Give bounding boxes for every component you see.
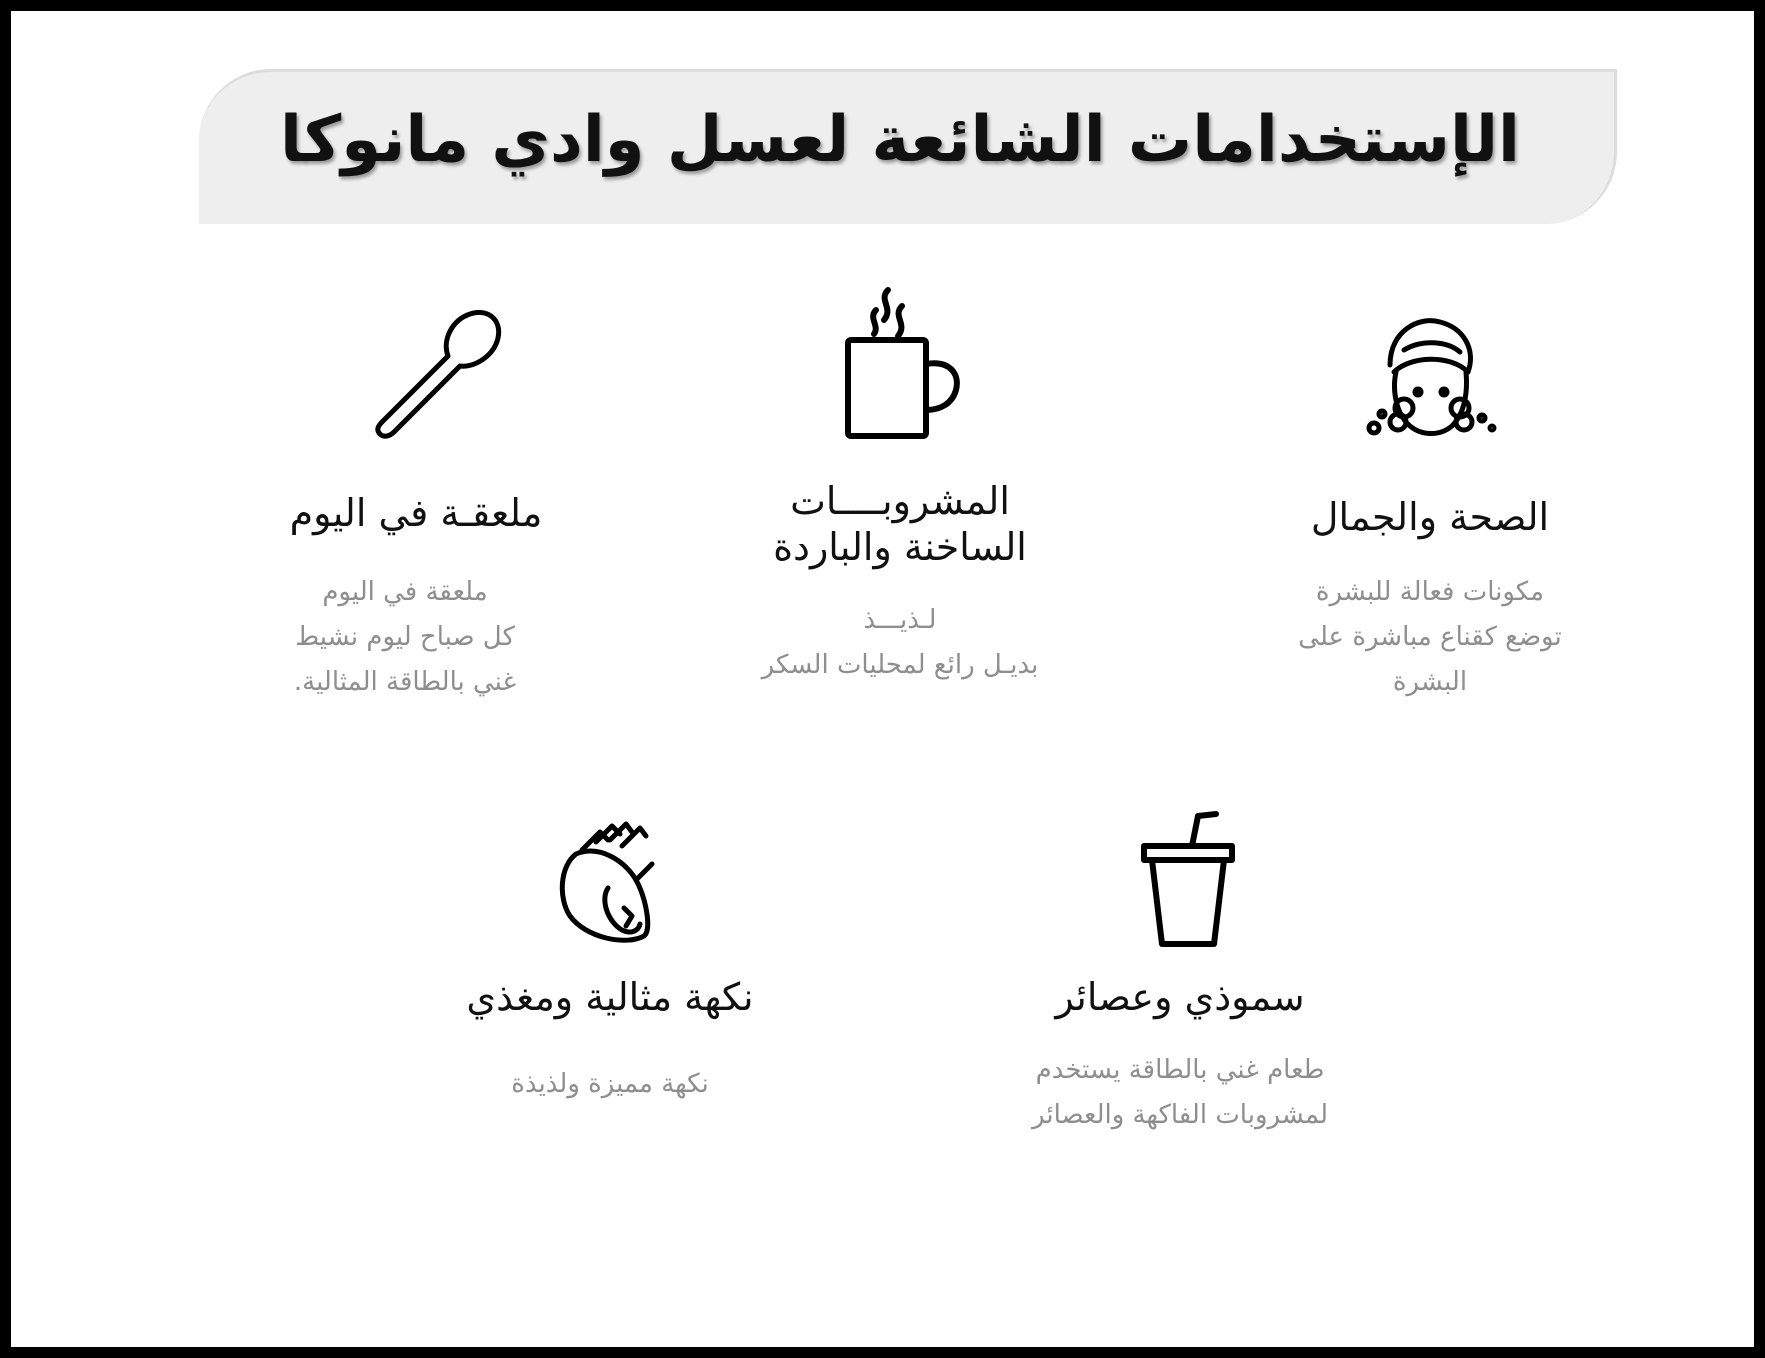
card-desc-health-beauty: مكونات فعالة للبشرة توضع كقناع مباشرة على البشرة [1298, 577, 1562, 697]
spoon-icon [374, 310, 506, 442]
card-desc-smoothie: طعام غني بالطاقة يستخدم لمشروبات الفاكهة والعصائر [1031, 1055, 1329, 1130]
card-title-smoothie: سموذي وعصائر [1055, 975, 1305, 1019]
card-desc-drinks: لـذيـــذ بديـل رائع لمحليات السكر [761, 605, 1039, 680]
card-title-drinks: المشروبــــات الساخنة والباردة [773, 479, 1027, 569]
card-title-health-beauty: الصحة والجمال [1310, 495, 1550, 539]
food-bowl-icon [556, 818, 668, 946]
page-title: الإستخدامات الشائعة لعسل وادي مانوكا [280, 103, 1520, 177]
card-title-flavor: نكهة مثالية ومغذي [466, 975, 754, 1019]
card-title-spoon: ملعقـة في اليوم [289, 491, 543, 535]
card-desc-spoon: ملعقة في اليوم كل صباح ليوم نشيط غني بالطاقة المثالية. [293, 577, 517, 697]
face-mask-towel-icon [1360, 310, 1500, 450]
card-desc-flavor: نكهة مميزة ولذيذة [511, 1069, 709, 1099]
hot-mug-icon [838, 286, 966, 446]
smoothie-cup-icon [1140, 810, 1236, 950]
